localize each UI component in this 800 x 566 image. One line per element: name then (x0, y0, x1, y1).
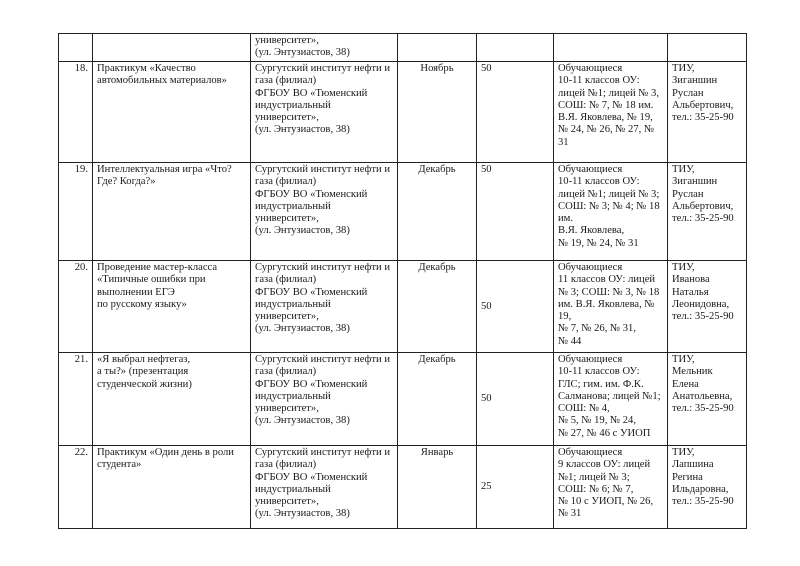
cell-name (93, 34, 251, 62)
cell-count: 50 (477, 62, 554, 163)
cell-place: Сургутский институт нефти и газа (филиал) ФГБОУ ВО «Тюменский индустриальный университет», (ул. Энтузиастов, 38) (251, 353, 398, 446)
cell-audience: Обучающиеся 9 классов ОУ: лицей №1; лицей № 3; СОШ: № 6; № 7, № 10 с УИОП, № 26, № 31 (554, 446, 668, 529)
cell-date: Декабрь (398, 261, 477, 353)
cell-audience: Обучающиеся 11 классов ОУ: лицей № 3; СОШ: № 3, № 18 им. В.Я. Яковлева, № 19, № 7, № 26, № 31, № 44 (554, 261, 668, 353)
cell-responsible (668, 34, 747, 62)
cell-num: 21. (59, 353, 93, 446)
cell-place: университет», (ул. Энтузиастов, 38) (251, 34, 398, 62)
cell-responsible: ТИУ, Мельник Елена Анатольевна, тел.: 35-25-90 (668, 353, 747, 446)
cell-count (477, 34, 554, 62)
cell-count: 50 (477, 353, 554, 446)
cell-date (398, 34, 477, 62)
table-row-continuation (59, 34, 747, 62)
cell-num: 19. (59, 163, 93, 261)
cell-audience: Обучающиеся 10-11 классов ОУ: лицей №1; лицей № 3, СОШ: № 7, № 18 им. В.Я. Яковлева, № 19, № 24, № 26, № 27, № 31 (554, 62, 668, 163)
table-row (59, 446, 747, 529)
cell-num: 18. (59, 62, 93, 163)
cell-name: Проведение мастер-класса «Типичные ошибки при выполнении ЕГЭ по русскому языку» (93, 261, 251, 353)
table-row (59, 261, 747, 353)
cell-date: Декабрь (398, 163, 477, 261)
cell-name: Практикум «Качество автомобильных материалов» (93, 62, 251, 163)
cell-audience: Обучающиеся 10-11 классов ОУ: лицей №1; лицей № 3; СОШ: № 3; № 4; № 18 им. В.Я. Яковлева, № 19, № 24, № 31 (554, 163, 668, 261)
table-row (59, 353, 747, 446)
cell-count: 50 (477, 261, 554, 353)
cell-responsible: ТИУ, Лапшина Регина Ильдаровна, тел.: 35-25-90 (668, 446, 747, 529)
cell-audience (554, 34, 668, 62)
events-table (58, 33, 747, 529)
cell-place: Сургутский институт нефти и газа (филиал) ФГБОУ ВО «Тюменский индустриальный университет», (ул. Энтузиастов, 38) (251, 62, 398, 163)
cell-responsible: ТИУ, Зиганшин Руслан Альбертович, тел.: 35-25-90 (668, 62, 747, 163)
cell-place: Сургутский институт нефти и газа (филиал) ФГБОУ ВО «Тюменский индустриальный университет», (ул. Энтузиастов, 38) (251, 446, 398, 529)
cell-audience: Обучающиеся 10-11 классов ОУ: ГЛС; гим. им. Ф.К. Салманова; лицей №1; СОШ: № 4, № 5, № 19, № 24, № 27, № 46 с УИОП (554, 353, 668, 446)
cell-count: 25 (477, 446, 554, 529)
cell-num: 22. (59, 446, 93, 529)
cell-place: Сургутский институт нефти и газа (филиал) ФГБОУ ВО «Тюменский индустриальный университет», (ул. Энтузиастов, 38) (251, 261, 398, 353)
cell-num: 20. (59, 261, 93, 353)
cell-place: Сургутский институт нефти и газа (филиал) ФГБОУ ВО «Тюменский индустриальный университет», (ул. Энтузиастов, 38) (251, 163, 398, 261)
cell-responsible: ТИУ, Зиганшин Руслан Альбертович, тел.: 35-25-90 (668, 163, 747, 261)
cell-date: Январь (398, 446, 477, 529)
cell-num (59, 34, 93, 62)
cell-name: Интеллектуальная игра «Что? Где? Когда?» (93, 163, 251, 261)
table-row (59, 163, 747, 261)
table-row (59, 62, 747, 163)
cell-count: 50 (477, 163, 554, 261)
cell-responsible: ТИУ, Иванова Наталья Леонидовна, тел.: 35-25-90 (668, 261, 747, 353)
cell-date: Ноябрь (398, 62, 477, 163)
cell-name: «Я выбрал нефтегаз, а ты?» (презентация студенческой жизни) (93, 353, 251, 446)
cell-name: Практикум «Один день в роли студента» (93, 446, 251, 529)
cell-date: Декабрь (398, 353, 477, 446)
